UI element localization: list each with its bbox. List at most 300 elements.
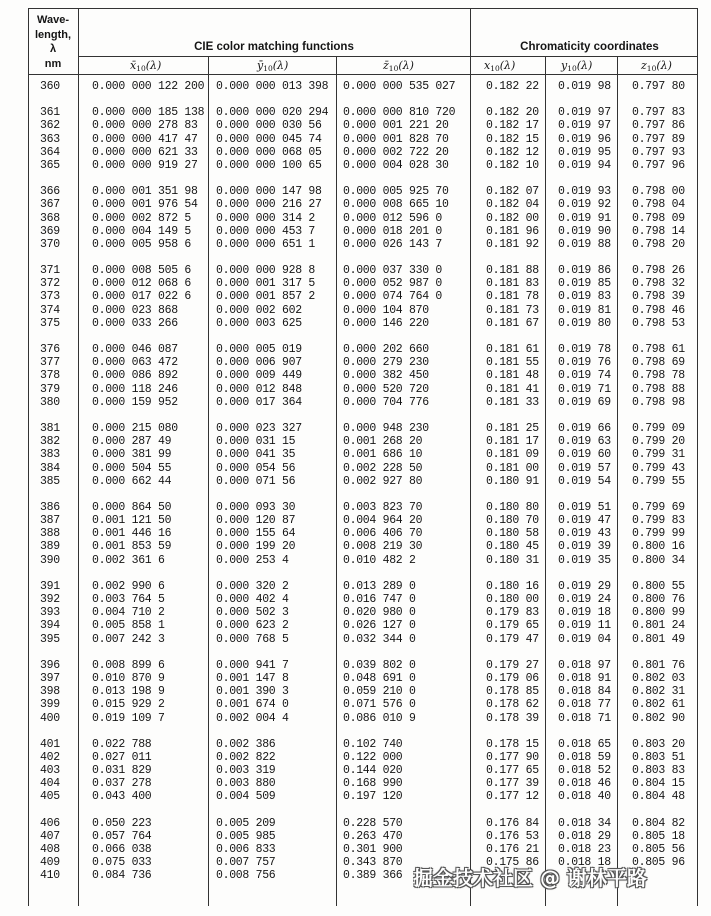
x-bar-10-cell: 0.000 287 49 <box>92 435 172 449</box>
wavelength-cell: 402 <box>40 750 60 764</box>
y-bar-10-cell: 0.000 041 35 <box>216 448 296 462</box>
z10-cell: 0.797 86 <box>632 119 685 133</box>
y-bar-10-cell: 0.000 000 928 8 <box>216 264 316 278</box>
row-group <box>0 422 711 488</box>
row-group <box>0 580 711 646</box>
column-symbol: x̄ <box>130 59 137 72</box>
x10-cell: 0.181 92 <box>486 237 539 251</box>
table-row <box>0 751 711 764</box>
x-bar-10-cell: 0.000 215 080 <box>92 421 178 435</box>
z10-cell: 0.798 09 <box>632 211 685 225</box>
table-row <box>0 212 711 225</box>
table-row <box>0 580 711 593</box>
x-bar-10-cell: 0.000 159 952 <box>92 395 178 409</box>
z10-cell: 0.803 83 <box>632 764 685 778</box>
z-bar-10-cell: 0.001 268 20 <box>343 435 423 449</box>
x10-cell: 0.181 96 <box>486 224 539 238</box>
x-bar-10-cell: 0.000 000 185 138 <box>92 106 205 120</box>
x-bar-10-cell: 0.043 400 <box>92 790 152 804</box>
y-bar-10-cell: 0.000 009 449 <box>216 369 302 383</box>
wavelength-cell: 374 <box>40 303 60 317</box>
x-bar-10-cell: 0.000 023 868 <box>92 303 178 317</box>
table-row <box>0 185 711 198</box>
table-row <box>0 462 711 475</box>
z-bar-10-cell: 0.020 980 0 <box>343 606 416 620</box>
wavelength-cell: 368 <box>40 211 60 225</box>
y-bar-10-cell: 0.000 002 602 <box>216 303 302 317</box>
wavelength-cell: 396 <box>40 658 60 672</box>
x10-cell: 0.181 25 <box>486 421 539 435</box>
y-bar-10-cell: 0.000 000 013 398 <box>216 80 329 93</box>
y10-cell: 0.018 46 <box>558 777 611 791</box>
wavelength-cell: 390 <box>40 553 60 567</box>
x-bar-10-cell: 0.000 046 087 <box>92 343 178 356</box>
y10-cell: 0.018 77 <box>558 698 611 712</box>
wavelength-cell: 405 <box>40 790 60 804</box>
x10-cell: 0.181 83 <box>486 277 539 291</box>
wavelength-cell: 400 <box>40 711 60 725</box>
y-bar-10-cell: 0.000 031 15 <box>216 435 296 449</box>
wavelength-cell: 371 <box>40 264 60 278</box>
x10-cell: 0.180 91 <box>486 474 539 488</box>
table-row <box>0 659 711 672</box>
table-row <box>0 475 711 488</box>
x-bar-10-cell: 0.000 012 068 6 <box>92 277 192 291</box>
x10-cell: 0.180 80 <box>486 500 539 514</box>
wavelength-cell: 408 <box>40 843 60 856</box>
z-bar-10-cell: 0.008 219 30 <box>343 540 423 554</box>
y10-cell: 0.019 92 <box>558 198 611 212</box>
wavelength-cell: 363 <box>40 132 60 146</box>
x-bar-10-cell: 0.000 086 892 <box>92 369 178 383</box>
x-bar-10-cell: 0.001 446 16 <box>92 527 172 541</box>
x10-cell: 0.181 09 <box>486 448 539 462</box>
y-bar-10-cell: 0.000 000 314 2 <box>216 211 316 225</box>
column-subscript: 10 <box>490 64 500 73</box>
y-bar-10-cell: 0.002 386 <box>216 737 276 751</box>
y10-cell: 0.018 34 <box>558 816 611 830</box>
x10-cell: 0.182 17 <box>486 119 539 133</box>
y-bar-10-cell: 0.000 155 64 <box>216 527 296 541</box>
column-argument: (λ) <box>145 59 162 72</box>
y-bar-10-cell: 0.007 757 <box>216 856 276 870</box>
wavelength-cell: 397 <box>40 671 60 685</box>
y10-cell: 0.019 18 <box>558 606 611 620</box>
wavelength-cell: 410 <box>40 869 60 883</box>
wavelength-cell: 406 <box>40 816 60 830</box>
y10-cell: 0.018 65 <box>558 737 611 751</box>
x-bar-10-cell: 0.000 033 266 <box>92 316 178 330</box>
z-bar-10-cell: 0.059 210 0 <box>343 685 416 699</box>
column-header-z-bar-10 <box>383 57 414 74</box>
x-bar-10-cell: 0.084 736 <box>92 869 152 883</box>
y-bar-10-cell: 0.000 000 453 7 <box>216 224 316 238</box>
table-row <box>0 672 711 685</box>
x-bar-10-cell: 0.000 004 149 5 <box>92 224 192 238</box>
y-bar-10-cell: 0.000 402 4 <box>216 593 289 606</box>
y-bar-10-cell: 0.000 120 87 <box>216 514 296 528</box>
y-bar-10-cell: 0.000 000 045 74 <box>216 132 322 146</box>
y10-cell: 0.019 88 <box>558 237 611 251</box>
wavelength-cell: 373 <box>40 290 60 304</box>
wavelength-cell: 380 <box>40 395 60 409</box>
wavelength-cell: 387 <box>40 514 60 528</box>
column-header-y10 <box>561 57 592 74</box>
z-bar-10-cell: 0.086 010 9 <box>343 711 416 725</box>
z-bar-10-cell: 0.000 001 221 20 <box>343 119 449 133</box>
x-bar-10-cell: 0.003 764 5 <box>92 593 165 606</box>
x10-cell: 0.177 39 <box>486 777 539 791</box>
y10-cell: 0.019 74 <box>558 369 611 383</box>
y10-cell: 0.018 91 <box>558 671 611 685</box>
z10-cell: 0.800 99 <box>632 606 685 620</box>
z10-cell: 0.803 20 <box>632 737 685 751</box>
x-bar-10-cell: 0.013 198 9 <box>92 685 165 699</box>
table-row <box>0 712 711 725</box>
x10-cell: 0.177 12 <box>486 790 539 804</box>
z10-cell: 0.797 89 <box>632 132 685 146</box>
z-bar-10-cell: 0.301 900 <box>343 843 403 856</box>
y10-cell: 0.019 35 <box>558 553 611 567</box>
x-bar-10-cell: 0.002 990 6 <box>92 579 165 593</box>
y-bar-10-cell: 0.000 199 20 <box>216 540 296 554</box>
x10-cell: 0.181 73 <box>486 303 539 317</box>
y10-cell: 0.018 52 <box>558 764 611 778</box>
z10-cell: 0.798 46 <box>632 303 685 317</box>
z10-cell: 0.798 53 <box>632 316 685 330</box>
z-bar-10-cell: 0.016 747 0 <box>343 593 416 606</box>
z-bar-10-cell: 0.000 704 776 <box>343 395 429 409</box>
y-bar-10-cell: 0.000 003 625 <box>216 316 302 330</box>
table-row <box>0 290 711 303</box>
column-subscript: 10 <box>567 64 577 73</box>
y-bar-10-cell: 0.000 623 2 <box>216 619 289 633</box>
z-bar-10-cell: 0.000 104 870 <box>343 303 429 317</box>
column-symbol: z <box>641 59 647 72</box>
wavelength-cell: 407 <box>40 829 60 843</box>
z-bar-10-cell: 0.000 004 028 30 <box>343 158 449 172</box>
wavelength-cell: 376 <box>40 343 60 356</box>
table-row <box>0 738 711 751</box>
wavelength-cell: 391 <box>40 579 60 593</box>
z10-cell: 0.802 31 <box>632 685 685 699</box>
x10-cell: 0.181 48 <box>486 369 539 383</box>
x-bar-10-cell: 0.000 000 122 200 <box>92 80 205 93</box>
z10-cell: 0.799 83 <box>632 514 685 528</box>
z10-cell: 0.798 61 <box>632 343 685 356</box>
x10-cell: 0.181 17 <box>486 435 539 449</box>
y10-cell: 0.018 71 <box>558 711 611 725</box>
row-group <box>0 659 711 725</box>
table-row <box>0 396 711 409</box>
table-row <box>0 304 711 317</box>
table-row <box>0 843 711 856</box>
wavelength-cell: 378 <box>40 369 60 383</box>
y10-cell: 0.019 97 <box>558 106 611 120</box>
wavelength-cell: 401 <box>40 737 60 751</box>
table-row <box>0 225 711 238</box>
column-symbol: x <box>484 59 491 72</box>
z10-cell: 0.798 69 <box>632 356 685 370</box>
x-bar-10-cell: 0.001 853 59 <box>92 540 172 554</box>
column-argument: (λ) <box>499 59 516 72</box>
wavelength-cell: 372 <box>40 277 60 291</box>
y10-cell: 0.019 71 <box>558 382 611 396</box>
x-bar-10-cell: 0.015 929 2 <box>92 698 165 712</box>
table-row <box>0 198 711 211</box>
y-bar-10-cell: 0.000 023 327 <box>216 421 302 435</box>
x10-cell: 0.182 12 <box>486 145 539 159</box>
x10-cell: 0.181 41 <box>486 382 539 396</box>
z-bar-10-cell: 0.004 964 20 <box>343 514 423 528</box>
wavelength-cell: 364 <box>40 145 60 159</box>
y-bar-10-cell: 0.000 001 317 5 <box>216 277 316 291</box>
x-bar-10-cell: 0.008 899 6 <box>92 658 165 672</box>
z-bar-10-cell: 0.122 000 <box>343 750 403 764</box>
y-bar-10-cell: 0.000 000 020 294 <box>216 106 329 120</box>
z10-cell: 0.799 20 <box>632 435 685 449</box>
y-bar-10-cell: 0.001 147 8 <box>216 671 289 685</box>
x10-cell: 0.181 78 <box>486 290 539 304</box>
y10-cell: 0.019 95 <box>558 145 611 159</box>
row-group <box>0 106 711 172</box>
z-bar-10-cell: 0.000 382 450 <box>343 369 429 383</box>
wavelength-cell: 388 <box>40 527 60 541</box>
x10-cell: 0.177 90 <box>486 750 539 764</box>
row-group <box>0 501 711 567</box>
wavelength-cell: 399 <box>40 698 60 712</box>
y10-cell: 0.019 69 <box>558 395 611 409</box>
y10-cell: 0.019 97 <box>558 119 611 133</box>
x10-cell: 0.179 27 <box>486 658 539 672</box>
wavelength-cell: 395 <box>40 632 60 646</box>
y10-cell: 0.019 54 <box>558 474 611 488</box>
y-bar-10-cell: 0.000 001 857 2 <box>216 290 316 304</box>
table-row <box>0 633 711 646</box>
y10-cell: 0.018 59 <box>558 750 611 764</box>
x-bar-10-cell: 0.000 000 621 33 <box>92 145 198 159</box>
z10-cell: 0.798 04 <box>632 198 685 212</box>
y-bar-10-cell: 0.006 833 <box>216 843 276 856</box>
y-bar-10-cell: 0.003 319 <box>216 764 276 778</box>
z10-cell: 0.799 43 <box>632 461 685 475</box>
table-row <box>0 264 711 277</box>
y10-cell: 0.019 98 <box>558 80 611 93</box>
z10-cell: 0.799 09 <box>632 421 685 435</box>
y-bar-10-cell: 0.002 004 4 <box>216 711 289 725</box>
table-row <box>0 119 711 132</box>
z-bar-10-cell: 0.000 279 230 <box>343 356 429 370</box>
y10-cell: 0.019 86 <box>558 264 611 278</box>
x10-cell: 0.180 45 <box>486 540 539 554</box>
z-bar-10-cell: 0.048 691 0 <box>343 671 416 685</box>
y-bar-10-cell: 0.000 017 364 <box>216 395 302 409</box>
y-bar-10-cell: 0.001 674 0 <box>216 698 289 712</box>
y-bar-10-cell: 0.000 253 4 <box>216 553 289 567</box>
column-symbol: ȳ <box>257 59 264 72</box>
y10-cell: 0.018 23 <box>558 843 611 856</box>
y10-cell: 0.019 93 <box>558 185 611 199</box>
table-row <box>0 238 711 251</box>
x-bar-10-cell: 0.004 710 2 <box>92 606 165 620</box>
x10-cell: 0.178 62 <box>486 698 539 712</box>
y10-cell: 0.019 96 <box>558 132 611 146</box>
z-bar-10-cell: 0.389 366 <box>343 869 403 883</box>
z10-cell: 0.805 56 <box>632 843 685 856</box>
z-bar-10-cell: 0.013 289 0 <box>343 579 416 593</box>
x10-cell: 0.182 22 <box>486 80 539 93</box>
table-row <box>0 501 711 514</box>
x-bar-10-cell: 0.075 033 <box>92 856 152 870</box>
table-row <box>0 80 711 93</box>
z-bar-10-cell: 0.003 823 70 <box>343 500 423 514</box>
z10-cell: 0.797 96 <box>632 158 685 172</box>
z10-cell: 0.798 32 <box>632 277 685 291</box>
y10-cell: 0.019 57 <box>558 461 611 475</box>
x10-cell: 0.182 07 <box>486 185 539 199</box>
row-group <box>0 343 711 409</box>
column-subscript: 10 <box>263 64 273 73</box>
column-symbol: z̄ <box>383 59 389 72</box>
z-bar-10-cell: 0.000 026 143 7 <box>343 237 443 251</box>
z10-cell: 0.798 98 <box>632 395 685 409</box>
table-row <box>0 435 711 448</box>
x-bar-10-cell: 0.000 000 278 83 <box>92 119 198 133</box>
z10-cell: 0.801 49 <box>632 632 685 646</box>
z10-cell: 0.804 15 <box>632 777 685 791</box>
y10-cell: 0.019 29 <box>558 579 611 593</box>
x-bar-10-cell: 0.010 870 9 <box>92 671 165 685</box>
x10-cell: 0.182 04 <box>486 198 539 212</box>
z-bar-10-cell: 0.000 001 828 70 <box>343 132 449 146</box>
y10-cell: 0.018 84 <box>558 685 611 699</box>
z-bar-10-cell: 0.102 740 <box>343 737 403 751</box>
z10-cell: 0.800 76 <box>632 593 685 606</box>
x-bar-10-cell: 0.000 063 472 <box>92 356 178 370</box>
y10-cell: 0.019 83 <box>558 290 611 304</box>
x10-cell: 0.180 00 <box>486 593 539 606</box>
x10-cell: 0.180 16 <box>486 579 539 593</box>
table-row <box>0 277 711 290</box>
x10-cell: 0.181 67 <box>486 316 539 330</box>
x-bar-10-cell: 0.000 864 50 <box>92 500 172 514</box>
x-bar-10-cell: 0.000 504 55 <box>92 461 172 475</box>
wavelength-cell: 398 <box>40 685 60 699</box>
x10-cell: 0.180 70 <box>486 514 539 528</box>
z-bar-10-cell: 0.032 344 0 <box>343 632 416 646</box>
y-bar-10-cell: 0.003 880 <box>216 777 276 791</box>
z10-cell: 0.797 93 <box>632 145 685 159</box>
z10-cell: 0.799 99 <box>632 527 685 541</box>
z-bar-10-cell: 0.000 520 720 <box>343 382 429 396</box>
table-row <box>0 540 711 553</box>
x10-cell: 0.178 39 <box>486 711 539 725</box>
z10-cell: 0.799 31 <box>632 448 685 462</box>
y-bar-10-cell: 0.000 005 019 <box>216 343 302 356</box>
y-bar-10-cell: 0.000 502 3 <box>216 606 289 620</box>
x-bar-10-cell: 0.000 001 351 98 <box>92 185 198 199</box>
z-bar-10-cell: 0.228 570 <box>343 816 403 830</box>
x10-cell: 0.179 83 <box>486 606 539 620</box>
z-bar-10-cell: 0.001 686 10 <box>343 448 423 462</box>
table-body <box>0 80 711 883</box>
table-row <box>0 317 711 330</box>
y10-cell: 0.019 11 <box>558 619 611 633</box>
z10-cell: 0.800 16 <box>632 540 685 554</box>
table-row <box>0 133 711 146</box>
y10-cell: 0.019 91 <box>558 211 611 225</box>
x-bar-10-cell: 0.007 242 3 <box>92 632 165 646</box>
z10-cell: 0.798 88 <box>632 382 685 396</box>
x-bar-10-cell: 0.027 011 <box>92 750 152 764</box>
wavelength-cell: 381 <box>40 421 60 435</box>
x-bar-10-cell: 0.000 008 505 6 <box>92 264 192 278</box>
y10-cell: 0.019 66 <box>558 421 611 435</box>
z-bar-10-cell: 0.000 000 535 027 <box>343 80 456 93</box>
y-bar-10-cell: 0.008 756 <box>216 869 276 883</box>
z-bar-10-cell: 0.000 008 665 10 <box>343 198 449 212</box>
z10-cell: 0.802 61 <box>632 698 685 712</box>
wavelength-header <box>28 13 78 72</box>
wavelength-header-line: λ <box>49 43 57 56</box>
y10-cell: 0.019 78 <box>558 343 611 356</box>
wavelength-cell: 379 <box>40 382 60 396</box>
chromaticity-group-header: Chromaticity coordinates <box>520 41 659 53</box>
wavelength-cell: 365 <box>40 158 60 172</box>
x-bar-10-cell: 0.000 118 246 <box>92 382 178 396</box>
column-argument: (λ) <box>576 59 593 72</box>
x10-cell: 0.181 55 <box>486 356 539 370</box>
y-bar-10-cell: 0.000 000 030 56 <box>216 119 322 133</box>
table-row <box>0 383 711 396</box>
wavelength-cell: 385 <box>40 474 60 488</box>
y10-cell: 0.019 90 <box>558 224 611 238</box>
z10-cell: 0.798 20 <box>632 237 685 251</box>
table-row <box>0 527 711 540</box>
wavelength-cell: 409 <box>40 856 60 870</box>
z-bar-10-cell: 0.168 990 <box>343 777 403 791</box>
x10-cell: 0.181 00 <box>486 461 539 475</box>
column-header-z10 <box>641 57 672 74</box>
z10-cell: 0.800 34 <box>632 553 685 567</box>
z-bar-10-cell: 0.000 146 220 <box>343 316 429 330</box>
z10-cell: 0.804 82 <box>632 816 685 830</box>
row-group <box>0 264 711 330</box>
wavelength-cell: 366 <box>40 185 60 199</box>
y-bar-10-cell: 0.000 000 100 65 <box>216 158 322 172</box>
wavelength-cell: 361 <box>40 106 60 120</box>
table-row <box>0 619 711 632</box>
x-bar-10-cell: 0.031 829 <box>92 764 152 778</box>
y-bar-10-cell: 0.000 000 068 05 <box>216 145 322 159</box>
x10-cell: 0.179 06 <box>486 671 539 685</box>
z-bar-10-cell: 0.000 202 660 <box>343 343 429 356</box>
z-bar-10-cell: 0.000 002 722 20 <box>343 145 449 159</box>
y-bar-10-cell: 0.005 209 <box>216 816 276 830</box>
wavelength-cell: 377 <box>40 356 60 370</box>
column-argument: (λ) <box>272 59 289 72</box>
z-bar-10-cell: 0.000 018 201 0 <box>343 224 443 238</box>
y10-cell: 0.019 39 <box>558 540 611 554</box>
x10-cell: 0.175 86 <box>486 856 539 870</box>
x10-cell: 0.181 88 <box>486 264 539 278</box>
z10-cell: 0.799 55 <box>632 474 685 488</box>
table-row <box>0 146 711 159</box>
column-argument: (λ) <box>398 59 414 72</box>
z-bar-10-cell: 0.006 406 70 <box>343 527 423 541</box>
y10-cell: 0.019 85 <box>558 277 611 291</box>
x-bar-10-cell: 0.000 005 958 6 <box>92 237 192 251</box>
